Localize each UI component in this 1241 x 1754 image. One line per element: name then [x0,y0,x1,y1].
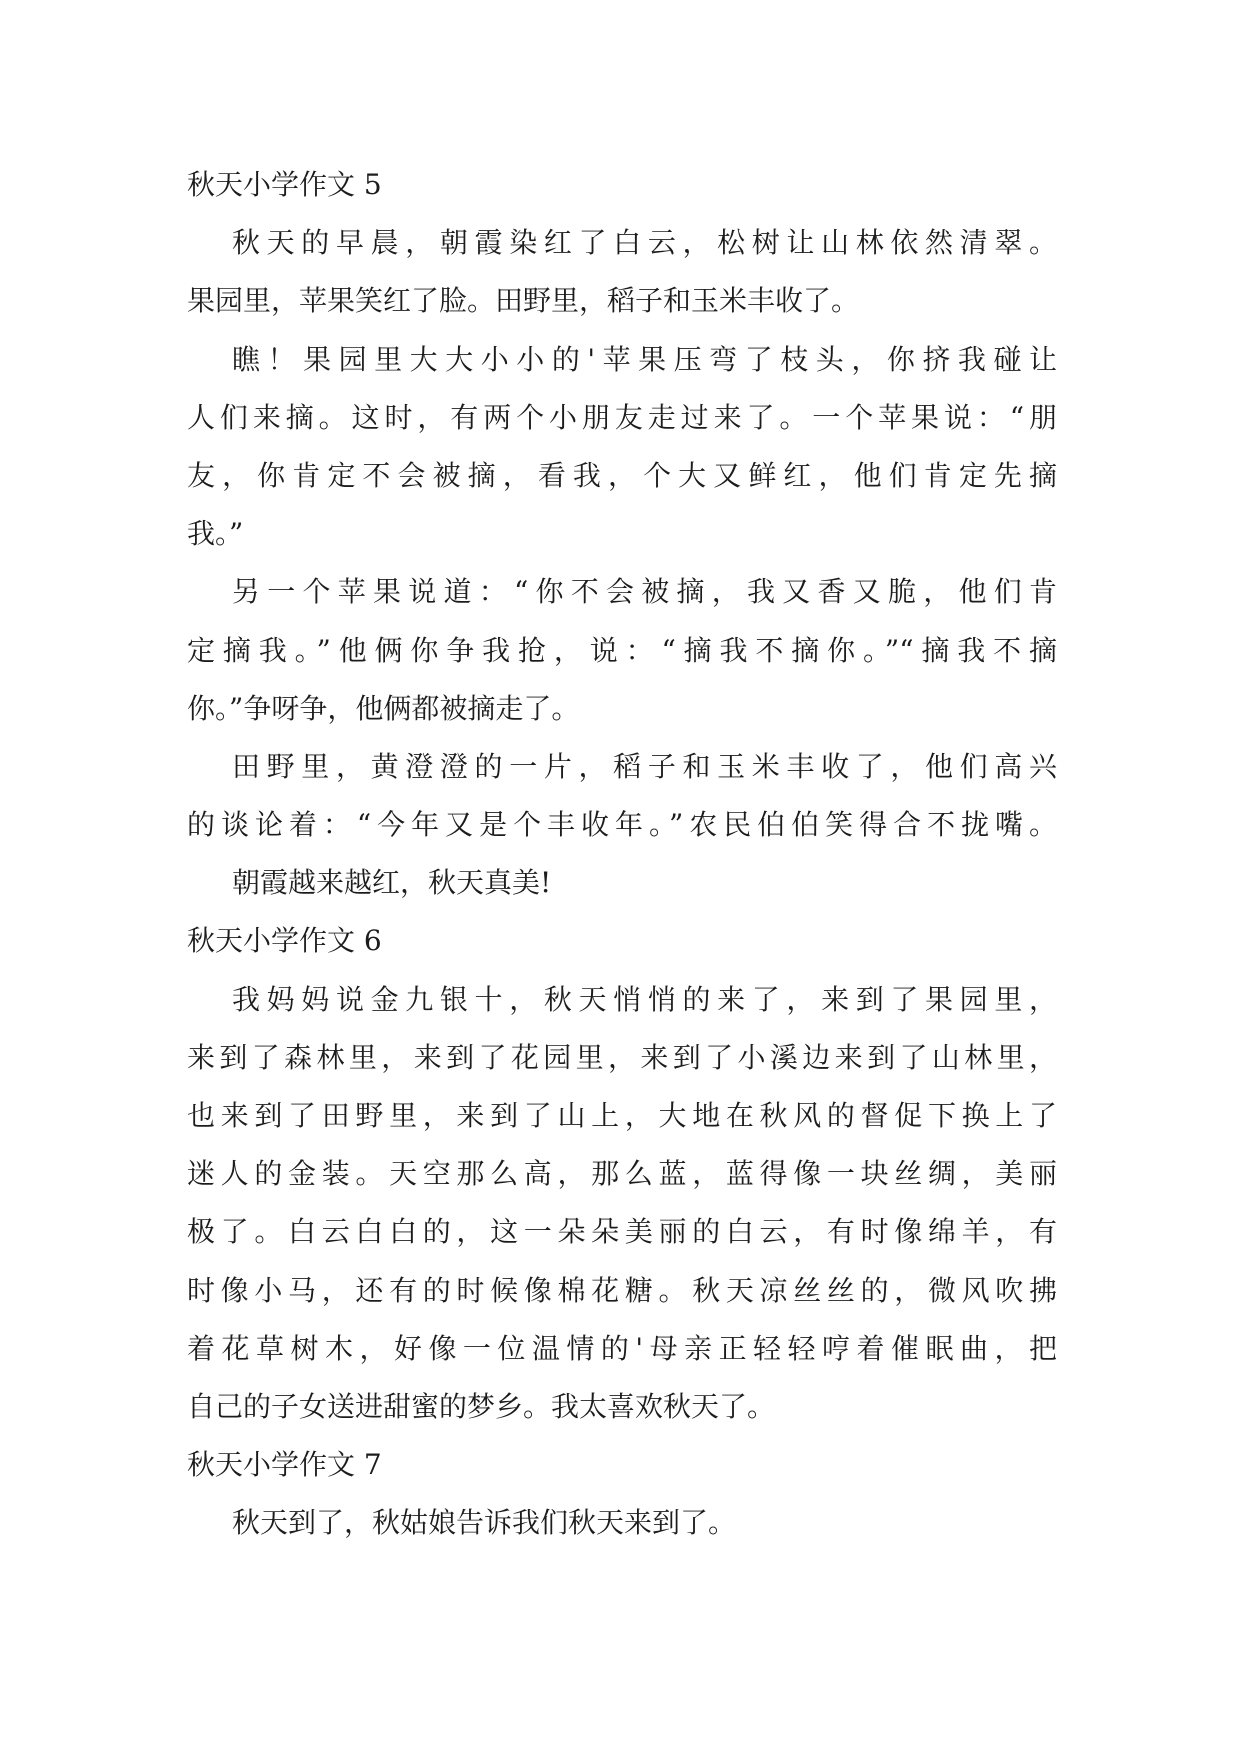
text-line: 你。”争呀争，他俩都被摘走了。 [187,691,580,725]
text-line: 自己的子女送进甜蜜的梦乡。我太喜欢秋天了。 [187,1389,776,1423]
text-line: 瞧！果园里大大小小的'苹果压弯了枝头，你挤我碰让 [232,342,1057,376]
paragraph [187,1494,1057,1552]
essay-section-7 [187,1436,1057,1552]
text-line: 也来到了田野里，来到了山上，大地在秋风的督促下换上了 [187,1099,1057,1132]
text-line: 来到了森林里，来到了花园里，来到了小溪边来到了山林里， [187,1040,1057,1074]
essay-heading: 秋天小学作文 5 [187,168,382,201]
text-line: 极了。白云白白的，这一朵朵美丽的白云，有时像绵羊，有 [187,1215,1057,1249]
text-line: 友，你肯定不会被摘，看我，个大又鲜红，他们肯定先摘 [187,458,1057,492]
text-line: 秋天到了，秋姑娘告诉我们秋天来到了。 [232,1506,737,1540]
paragraph [187,854,1057,912]
text-line: 我妈妈说金九银十，秋天悄悄的来了，来到了果园里， [232,982,1057,1016]
paragraph [187,971,1057,1437]
essay-heading: 秋天小学作文 7 [187,1448,382,1482]
text-line: 田野里，黄澄澄的一片，稻子和玉米丰收了，他们高兴 [232,749,1057,783]
document-page [187,156,1057,1553]
text-line: 朝霞越来越红，秋天真美! [232,866,552,900]
text-line: 定摘我。”他俩你争我抢，说：“摘我不摘你。”“摘我不摘 [187,633,1057,667]
text-line: 另一个苹果说道：“你不会被摘，我又香又脆，他们肯 [232,575,1057,609]
text-line: 的谈论着：“今年又是个丰收年。”农民伯伯笑得合不拢嘴。 [187,808,1057,842]
essay-section-6 [187,912,1057,1436]
paragraph [187,214,1057,330]
paragraph [187,738,1057,854]
paragraph [187,563,1057,738]
essay-section-5 [187,156,1057,912]
text-line: 我。” [187,517,244,551]
paragraph [187,331,1057,564]
text-line: 时像小马，还有的时候像棉花糖。秋天凉丝丝的，微风吹拂 [187,1273,1057,1307]
essay-heading: 秋天小学作文 6 [187,924,382,958]
text-line: 迷人的金装。天空那么高，那么蓝，蓝得像一块丝绸，美丽 [187,1157,1057,1191]
text-line: 果园里，苹果笑红了脸。田野里，稻子和玉米丰收了。 [187,284,860,318]
text-line: 着花草树木，好像一位温情的'母亲正轻轻哼着催眠曲，把 [187,1331,1057,1365]
text-line: 秋天的早晨，朝霞染红了白云，松树让山林依然清翠。 [232,226,1057,260]
text-line: 人们来摘。这时，有两个小朋友走过来了。一个苹果说：“朋 [187,400,1057,434]
